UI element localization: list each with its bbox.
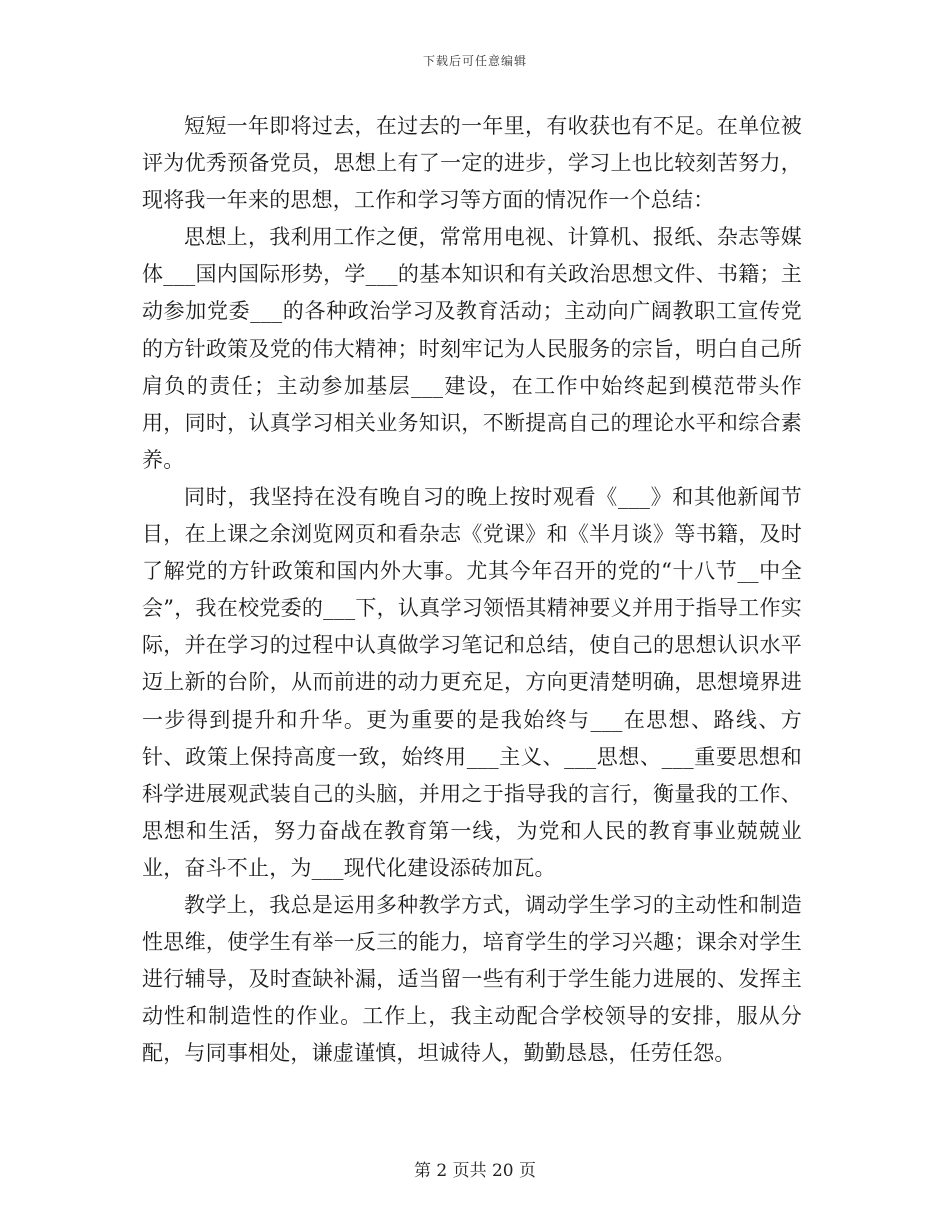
paragraph-summary-intro: 短短一年即将过去，在过去的一年里，有收获也有不足。在单位被评为优秀预备党员，思想上有了一定的进步，学习上也比较刻苦努力，现将我一年来的思想，工作和学习等方面的情况作一个总结：	[142, 114, 802, 213]
page-header: 下载后可任意编辑	[422, 54, 527, 68]
paragraph-study: 同时，我坚持在没有晚自习的晚上按时观看《___》和其他新闻节目，在上课之余浏览网页和看杂志《党课》和《半月谈》等书籍，及时了解党的方针政策和国内外大事。尤其今年召开的党的“十八节__中全会”，我在校党委的___下，认真学习领悟其精神要义并用于指导工作实际，并在学习的过程中认真做学习笔记和总结，使自己的思想认识水平迈上新的台阶，从而前进的动力更充足，方向更清楚明确，思想境界进一步得到提升和升华。更为重要的是我始终与___在思想、路线、方针、政策上保持高度一致，始终用___主义、___思想、___重要思想和科学进展观武装自己的头脑，并用之于指导我的言行，衡量我的工作、思想和生活，努力奋战在教育第一线，为党和人民的教育事业兢兢业业，奋斗不止，为___现代化建设添砖加瓦。	[142, 484, 802, 880]
paragraph-thought: 思想上，我利用工作之便，常常用电视、计算机、报纸、杂志等媒体___国内国际形势，学___的基本知识和有关政治思想文件、书籍；主动参加党委___的各种政治学习及教育活动；主动向广阔教职工宣传党的方针政策及党的伟大精神；时刻牢记为人民服务的宗旨，明白自己所肩负的责任；主动参加基层___建设，在工作中始终起到模范带头作用，同时，认真学习相关业务知识，不断提高自己的理论水平和综合素养。	[142, 225, 802, 472]
page-number: 第 2 页共 20 页	[413, 1161, 537, 1181]
paragraph-teaching: 教学上，我总是运用多种教学方式，调动学生学习的主动性和制造性思维，使学生有举一反三的能力，培育学生的学习兴趣；课余对学生进行辅导，及时查缺补漏，适当留一些有利于学生能力进展的、发挥主动性和制造性的作业。工作上，我主动配合学校领导的安排，服从分配，与同事相处，谦虚谨慎，坦诚待人，勤勤恳恳，任劳任怨。	[142, 892, 802, 1066]
document-body	[142, 108, 802, 1072]
